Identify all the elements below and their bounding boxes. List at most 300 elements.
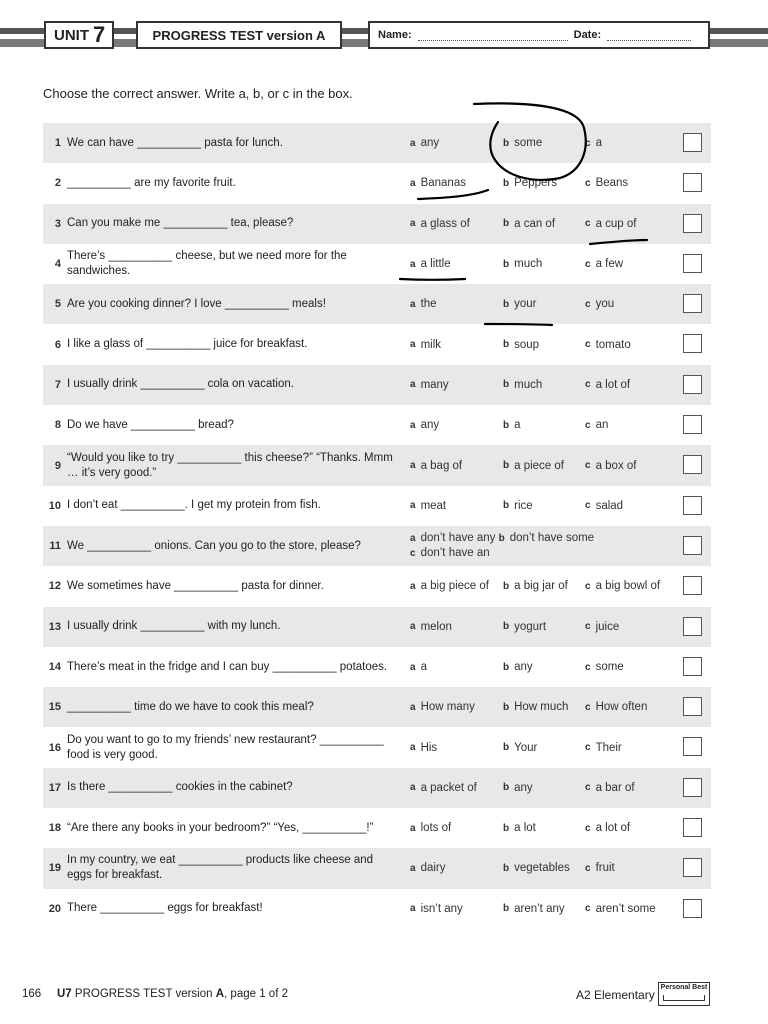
question-number: 19 bbox=[48, 862, 61, 875]
option-letter-c: c bbox=[585, 661, 591, 673]
option-letter-a: a bbox=[410, 460, 416, 472]
option-a-text: melon bbox=[420, 620, 452, 633]
footer-unit-code: U7 bbox=[57, 988, 72, 1000]
option-letter-c: c bbox=[585, 621, 591, 633]
option-letter-c: c bbox=[585, 177, 591, 189]
footer-title-part: PROGRESS TEST version bbox=[74, 988, 213, 1000]
option-letter-c: c bbox=[585, 137, 591, 149]
option-b-text: a big jar of bbox=[514, 580, 568, 593]
option-c-text: salad bbox=[595, 499, 624, 512]
option-c bbox=[585, 445, 636, 485]
option-a bbox=[410, 808, 451, 848]
option-a-text: any bbox=[420, 419, 440, 432]
question-text-content: Can you make me __________ tea, please? bbox=[67, 217, 294, 230]
question-text bbox=[67, 405, 397, 445]
question-row bbox=[43, 486, 711, 526]
option-letter-c: c bbox=[585, 339, 591, 351]
question-text-content: I usually drink __________ cola on vacation. bbox=[67, 378, 294, 391]
answer-box[interactable] bbox=[683, 899, 702, 918]
option-c-text: tomato bbox=[595, 338, 631, 351]
question-text bbox=[67, 365, 397, 405]
question-text bbox=[67, 244, 397, 284]
logo-text: Personal Best bbox=[660, 984, 708, 991]
question-number: 8 bbox=[54, 419, 61, 432]
question-number: 2 bbox=[54, 177, 61, 190]
answer-box[interactable] bbox=[683, 375, 702, 394]
option-b bbox=[503, 607, 546, 647]
option-b bbox=[503, 244, 542, 284]
question-row bbox=[43, 405, 711, 445]
option-c-text: Their bbox=[595, 741, 622, 754]
option-letter-b: b bbox=[503, 258, 510, 270]
question-row bbox=[43, 848, 711, 888]
answer-box[interactable] bbox=[683, 818, 702, 837]
option-c-text: Beans bbox=[595, 177, 629, 190]
option-letter-b: b bbox=[503, 862, 510, 874]
question-text-content: In my country, we eat __________ products like cheese and eggs for breakfast. bbox=[67, 854, 374, 882]
option-letter-b: b bbox=[503, 621, 510, 633]
option-letter-c: c bbox=[585, 701, 591, 713]
option-letter-c: c bbox=[585, 500, 591, 512]
option-letter-a: a bbox=[410, 782, 416, 794]
question-row bbox=[43, 445, 711, 485]
option-letter-c: c bbox=[585, 298, 591, 310]
logo-bar bbox=[663, 995, 705, 1001]
option-b-text: a lot bbox=[514, 822, 536, 835]
option-b-text: much bbox=[514, 378, 543, 391]
question-text bbox=[67, 848, 397, 888]
option-c bbox=[585, 163, 628, 203]
question-text bbox=[67, 324, 397, 364]
option-c-text: an bbox=[595, 419, 609, 432]
option-a bbox=[410, 727, 437, 767]
question-text bbox=[67, 284, 397, 324]
option-a bbox=[410, 324, 441, 364]
option-c bbox=[585, 727, 622, 767]
level-label: A2 Elementary bbox=[576, 988, 655, 1002]
option-a-text: any bbox=[420, 137, 440, 150]
option-a bbox=[410, 405, 439, 445]
answer-box[interactable] bbox=[683, 737, 702, 756]
option-letter-b: b bbox=[503, 460, 510, 472]
question-number: 3 bbox=[54, 217, 61, 230]
question-number: 9 bbox=[54, 459, 61, 472]
option-a bbox=[410, 486, 446, 526]
option-letter-c: c bbox=[585, 419, 591, 431]
option-b-text: yogurt bbox=[514, 620, 547, 633]
question-text-content: Is there __________ cookies in the cabinet? bbox=[67, 781, 293, 794]
name-date-box bbox=[368, 21, 710, 49]
footer-title bbox=[57, 988, 288, 1000]
option-b bbox=[503, 848, 570, 888]
unit-label: UNIT bbox=[54, 26, 89, 44]
option-letter-b: b bbox=[503, 339, 510, 351]
option-a-text: a packet of bbox=[420, 781, 477, 794]
option-a bbox=[410, 848, 446, 888]
option-letter-c: c bbox=[585, 218, 591, 230]
option-letter-a: a bbox=[410, 580, 416, 592]
question-text-content: __________ are my favorite fruit. bbox=[67, 176, 236, 189]
option-b-text: some bbox=[514, 137, 543, 150]
option-a-text: a bag of bbox=[420, 459, 463, 472]
option-a-text: a glass of bbox=[420, 217, 470, 230]
answer-box[interactable] bbox=[683, 617, 702, 636]
answer-box[interactable] bbox=[683, 415, 702, 434]
answer-box[interactable] bbox=[683, 657, 702, 676]
answer-box[interactable] bbox=[683, 334, 702, 353]
option-letter-b: b bbox=[503, 379, 510, 391]
option-letter-a: a bbox=[410, 379, 416, 391]
option-b-text: aren’t any bbox=[514, 902, 565, 915]
page-number: 166 bbox=[22, 988, 42, 1000]
option-a-text: How many bbox=[420, 701, 475, 714]
question-number: 12 bbox=[48, 580, 61, 593]
test-title-box bbox=[136, 21, 342, 49]
option-c-text: a bbox=[595, 137, 602, 150]
name-label: Name: bbox=[378, 29, 412, 41]
option-b bbox=[503, 808, 536, 848]
question-list bbox=[43, 123, 711, 929]
option-a-text: meat bbox=[420, 499, 447, 512]
question-row bbox=[43, 324, 711, 364]
footer bbox=[0, 982, 768, 1008]
option-letter-b: b bbox=[498, 533, 505, 545]
answer-box[interactable] bbox=[683, 576, 702, 595]
option-b bbox=[503, 445, 564, 485]
instruction-text: Choose the correct answer. Write a, b, or c in the box. bbox=[43, 86, 353, 101]
question-number: 16 bbox=[48, 741, 61, 754]
question-text bbox=[67, 486, 397, 526]
option-letter-b: b bbox=[503, 500, 510, 512]
question-row bbox=[43, 244, 711, 284]
question-text-content: Do we have __________ bread? bbox=[67, 418, 234, 431]
option-b bbox=[503, 566, 568, 606]
question-number: 10 bbox=[48, 499, 61, 512]
option-a bbox=[410, 607, 452, 647]
option-letter-a: a bbox=[410, 822, 416, 834]
option-b-text: much bbox=[514, 258, 543, 271]
option-b bbox=[503, 647, 533, 687]
option-b-text: your bbox=[514, 298, 537, 311]
footer-page-info: , page 1 of 2 bbox=[224, 988, 288, 1000]
option-letter-c: c bbox=[410, 548, 416, 560]
option-letter-c: c bbox=[585, 903, 591, 915]
option-b bbox=[503, 486, 533, 526]
option-a-text: a big piece of bbox=[420, 580, 489, 593]
option-line bbox=[410, 531, 594, 546]
question-text-content: I usually drink __________ with my lunch. bbox=[67, 620, 281, 633]
date-label: Date: bbox=[573, 29, 602, 41]
option-b-text: any bbox=[514, 661, 533, 673]
question-text-content: I like a glass of __________ juice for breakfast. bbox=[67, 338, 308, 351]
option-a-text: milk bbox=[420, 338, 442, 351]
option-c-text: a lot of bbox=[595, 378, 631, 391]
question-text bbox=[67, 163, 397, 203]
question-row bbox=[43, 647, 711, 687]
option-a bbox=[410, 204, 470, 244]
question-text bbox=[67, 727, 397, 767]
option-letter-a: a bbox=[410, 701, 416, 713]
question-text bbox=[67, 445, 397, 485]
option-letter-c: c bbox=[585, 742, 591, 754]
option-a bbox=[410, 889, 463, 929]
answer-box[interactable] bbox=[683, 173, 702, 192]
option-a-text: a bbox=[420, 661, 427, 673]
option-a bbox=[410, 163, 466, 203]
option-c bbox=[585, 889, 656, 929]
option-a-text: don’t have any bbox=[420, 532, 496, 545]
option-a-text: dairy bbox=[420, 862, 446, 875]
option-b bbox=[503, 687, 568, 727]
option-letter-b: b bbox=[503, 903, 510, 915]
option-a-text: lots of bbox=[420, 822, 452, 835]
option-c bbox=[585, 244, 623, 284]
question-number: 15 bbox=[48, 701, 61, 714]
question-number: 7 bbox=[54, 378, 61, 391]
option-letter-c: c bbox=[585, 782, 591, 794]
answer-box[interactable] bbox=[683, 536, 702, 555]
option-b bbox=[503, 324, 539, 364]
question-row bbox=[43, 204, 711, 244]
option-b bbox=[503, 889, 565, 929]
option-a bbox=[410, 365, 449, 405]
option-letter-a: a bbox=[410, 298, 416, 310]
option-letter-b: b bbox=[503, 218, 510, 230]
option-letter-a: a bbox=[410, 339, 416, 351]
question-row bbox=[43, 163, 711, 203]
question-text bbox=[67, 647, 397, 687]
option-a bbox=[410, 284, 437, 324]
question-text-content: Are you cooking dinner? I love __________ meals! bbox=[67, 297, 326, 310]
answer-box[interactable] bbox=[683, 294, 702, 313]
option-c-text: a cup of bbox=[595, 217, 637, 230]
option-a bbox=[410, 687, 475, 727]
question-row bbox=[43, 768, 711, 808]
test-title: PROGRESS TEST version A bbox=[152, 27, 326, 43]
option-letter-b: b bbox=[503, 742, 510, 754]
option-b bbox=[503, 727, 537, 767]
option-b-text: a can of bbox=[514, 217, 556, 230]
option-b-text: Your bbox=[514, 741, 538, 754]
footer-version: A bbox=[215, 988, 225, 1000]
name-field[interactable] bbox=[418, 30, 568, 41]
option-b-text: How much bbox=[514, 701, 569, 714]
option-letter-c: c bbox=[585, 258, 591, 270]
question-text-content: “Would you like to try __________ this cheese?” “Thanks. Mmm … it’s very good.” bbox=[67, 451, 393, 479]
unit-label-box bbox=[44, 21, 114, 49]
question-number: 4 bbox=[54, 258, 61, 271]
option-c-text: a big bowl of bbox=[595, 580, 661, 593]
question-text-content: __________ time do we have to cook this meal? bbox=[67, 700, 314, 713]
option-b bbox=[503, 768, 533, 808]
option-a bbox=[410, 123, 439, 163]
personal-best-logo bbox=[658, 982, 710, 1006]
option-c-text: don’t have an bbox=[420, 547, 490, 560]
option-c bbox=[585, 123, 602, 163]
option-c bbox=[585, 486, 623, 526]
option-c bbox=[585, 848, 615, 888]
option-a-text: many bbox=[420, 378, 449, 391]
option-a-text: the bbox=[420, 298, 437, 311]
header-band bbox=[0, 0, 768, 52]
question-row bbox=[43, 808, 711, 848]
question-row bbox=[43, 123, 711, 163]
question-text bbox=[67, 204, 397, 244]
question-number: 20 bbox=[48, 902, 61, 915]
option-letter-a: a bbox=[410, 742, 416, 754]
question-number: 1 bbox=[54, 137, 61, 150]
question-text-content: We sometimes have __________ pasta for dinner. bbox=[67, 579, 324, 592]
option-c-text: a few bbox=[595, 258, 624, 271]
question-row bbox=[43, 284, 711, 324]
option-b bbox=[503, 163, 557, 203]
question-row bbox=[43, 566, 711, 606]
option-letter-b: b bbox=[503, 177, 510, 189]
question-text-content: Do you want to go to my friends’ new restaurant? __________ food is very good. bbox=[67, 733, 384, 761]
question-text bbox=[67, 768, 397, 808]
option-letter-b: b bbox=[503, 701, 510, 713]
option-letter-a: a bbox=[410, 621, 416, 633]
option-c bbox=[585, 324, 631, 364]
option-c bbox=[585, 284, 614, 324]
answer-box[interactable] bbox=[683, 778, 702, 797]
option-letter-b: b bbox=[503, 137, 510, 149]
question-number: 5 bbox=[54, 298, 61, 311]
option-c bbox=[585, 768, 635, 808]
option-letter-a: a bbox=[410, 137, 416, 149]
question-text-content: We can have __________ pasta for lunch. bbox=[67, 136, 283, 149]
question-number: 18 bbox=[48, 822, 61, 835]
question-text bbox=[67, 687, 397, 727]
option-b-text: any bbox=[514, 781, 533, 794]
question-text-content: We __________ onions. Can you go to the store, please? bbox=[67, 539, 361, 552]
option-b bbox=[503, 204, 555, 244]
option-c-text: a bar of bbox=[595, 781, 635, 794]
option-c bbox=[585, 204, 636, 244]
option-b-text: vegetables bbox=[514, 862, 570, 875]
option-letter-c: c bbox=[585, 822, 591, 834]
option-a bbox=[410, 647, 427, 687]
option-a-text: isn’t any bbox=[420, 902, 463, 915]
option-letter-b: b bbox=[503, 298, 510, 310]
answer-box[interactable] bbox=[683, 858, 702, 877]
option-letter-b: b bbox=[503, 822, 510, 834]
option-letter-b: b bbox=[503, 661, 510, 673]
option-letter-a: a bbox=[410, 258, 416, 270]
question-row bbox=[43, 687, 711, 727]
option-letter-c: c bbox=[585, 460, 591, 472]
answer-box[interactable] bbox=[683, 455, 702, 474]
option-b bbox=[503, 123, 542, 163]
option-a bbox=[410, 244, 451, 284]
option-letter-a: a bbox=[410, 661, 416, 673]
question-text bbox=[67, 566, 397, 606]
question-row bbox=[43, 889, 711, 929]
question-text bbox=[67, 607, 397, 647]
option-b bbox=[503, 405, 521, 445]
option-c-text: fruit bbox=[595, 862, 615, 875]
question-text-content: There __________ eggs for breakfast! bbox=[67, 902, 263, 915]
option-c-text: a box of bbox=[595, 459, 637, 472]
option-b-text: a bbox=[514, 419, 521, 432]
question-text-content: I don’t eat __________. I get my protein from fish. bbox=[67, 499, 321, 512]
question-text bbox=[67, 123, 397, 163]
answer-box[interactable] bbox=[683, 214, 702, 233]
option-letter-a: a bbox=[410, 177, 416, 189]
option-letter-c: c bbox=[585, 580, 591, 592]
option-letter-a: a bbox=[410, 218, 416, 230]
question-number: 6 bbox=[54, 338, 61, 351]
option-c-text: How often bbox=[595, 701, 648, 714]
option-letter-a: a bbox=[410, 533, 416, 545]
option-c bbox=[585, 808, 630, 848]
option-c-text: juice bbox=[595, 620, 620, 633]
answer-box[interactable] bbox=[683, 697, 702, 716]
option-c bbox=[585, 566, 660, 606]
unit-number: 7 bbox=[93, 22, 106, 47]
answer-box[interactable] bbox=[683, 496, 702, 515]
option-c-text: you bbox=[595, 298, 615, 311]
option-b-text: a piece of bbox=[514, 459, 564, 472]
option-a bbox=[410, 768, 477, 808]
question-text-content: There’s meat in the fridge and I can buy __________ potatoes. bbox=[67, 660, 388, 673]
question-row bbox=[43, 607, 711, 647]
option-c bbox=[585, 405, 608, 445]
option-b-text: soup bbox=[514, 338, 540, 351]
answer-box[interactable] bbox=[683, 254, 702, 273]
option-c bbox=[585, 607, 619, 647]
question-row bbox=[43, 727, 711, 767]
option-a-text: His bbox=[420, 741, 438, 754]
option-c-text: a lot of bbox=[595, 822, 631, 835]
option-b-text: Peppers bbox=[514, 177, 557, 190]
option-b-text: don’t have some bbox=[509, 532, 595, 545]
option-c bbox=[585, 687, 647, 727]
question-row bbox=[43, 526, 711, 566]
option-b bbox=[503, 284, 536, 324]
question-number: 11 bbox=[49, 540, 61, 553]
option-letter-b: b bbox=[503, 580, 510, 592]
option-a bbox=[410, 445, 462, 485]
question-text bbox=[67, 889, 397, 929]
option-a-text: Bananas bbox=[420, 177, 466, 190]
question-text bbox=[67, 808, 397, 848]
option-b-text: rice bbox=[514, 499, 533, 512]
option-letter-c: c bbox=[585, 862, 591, 874]
option-letter-b: b bbox=[503, 782, 510, 794]
option-line bbox=[410, 546, 594, 561]
option-b bbox=[503, 365, 542, 405]
option-stack bbox=[410, 526, 594, 566]
question-number: 17 bbox=[48, 781, 61, 794]
question-number: 14 bbox=[48, 661, 61, 673]
question-row bbox=[43, 365, 711, 405]
option-letter-a: a bbox=[410, 903, 416, 915]
option-c bbox=[585, 365, 630, 405]
option-letter-b: b bbox=[503, 419, 510, 431]
option-letter-a: a bbox=[410, 862, 416, 874]
option-letter-a: a bbox=[410, 419, 416, 431]
option-c bbox=[585, 647, 624, 687]
option-c-text: aren’t some bbox=[595, 902, 656, 915]
option-a-text: a little bbox=[420, 258, 451, 271]
answer-box[interactable] bbox=[683, 133, 702, 152]
question-text bbox=[67, 526, 397, 566]
date-field[interactable] bbox=[607, 30, 691, 41]
option-a bbox=[410, 566, 489, 606]
question-text-content: There’s __________ cheese, but we need more for the sandwiches. bbox=[67, 250, 347, 278]
question-number: 13 bbox=[48, 620, 61, 633]
